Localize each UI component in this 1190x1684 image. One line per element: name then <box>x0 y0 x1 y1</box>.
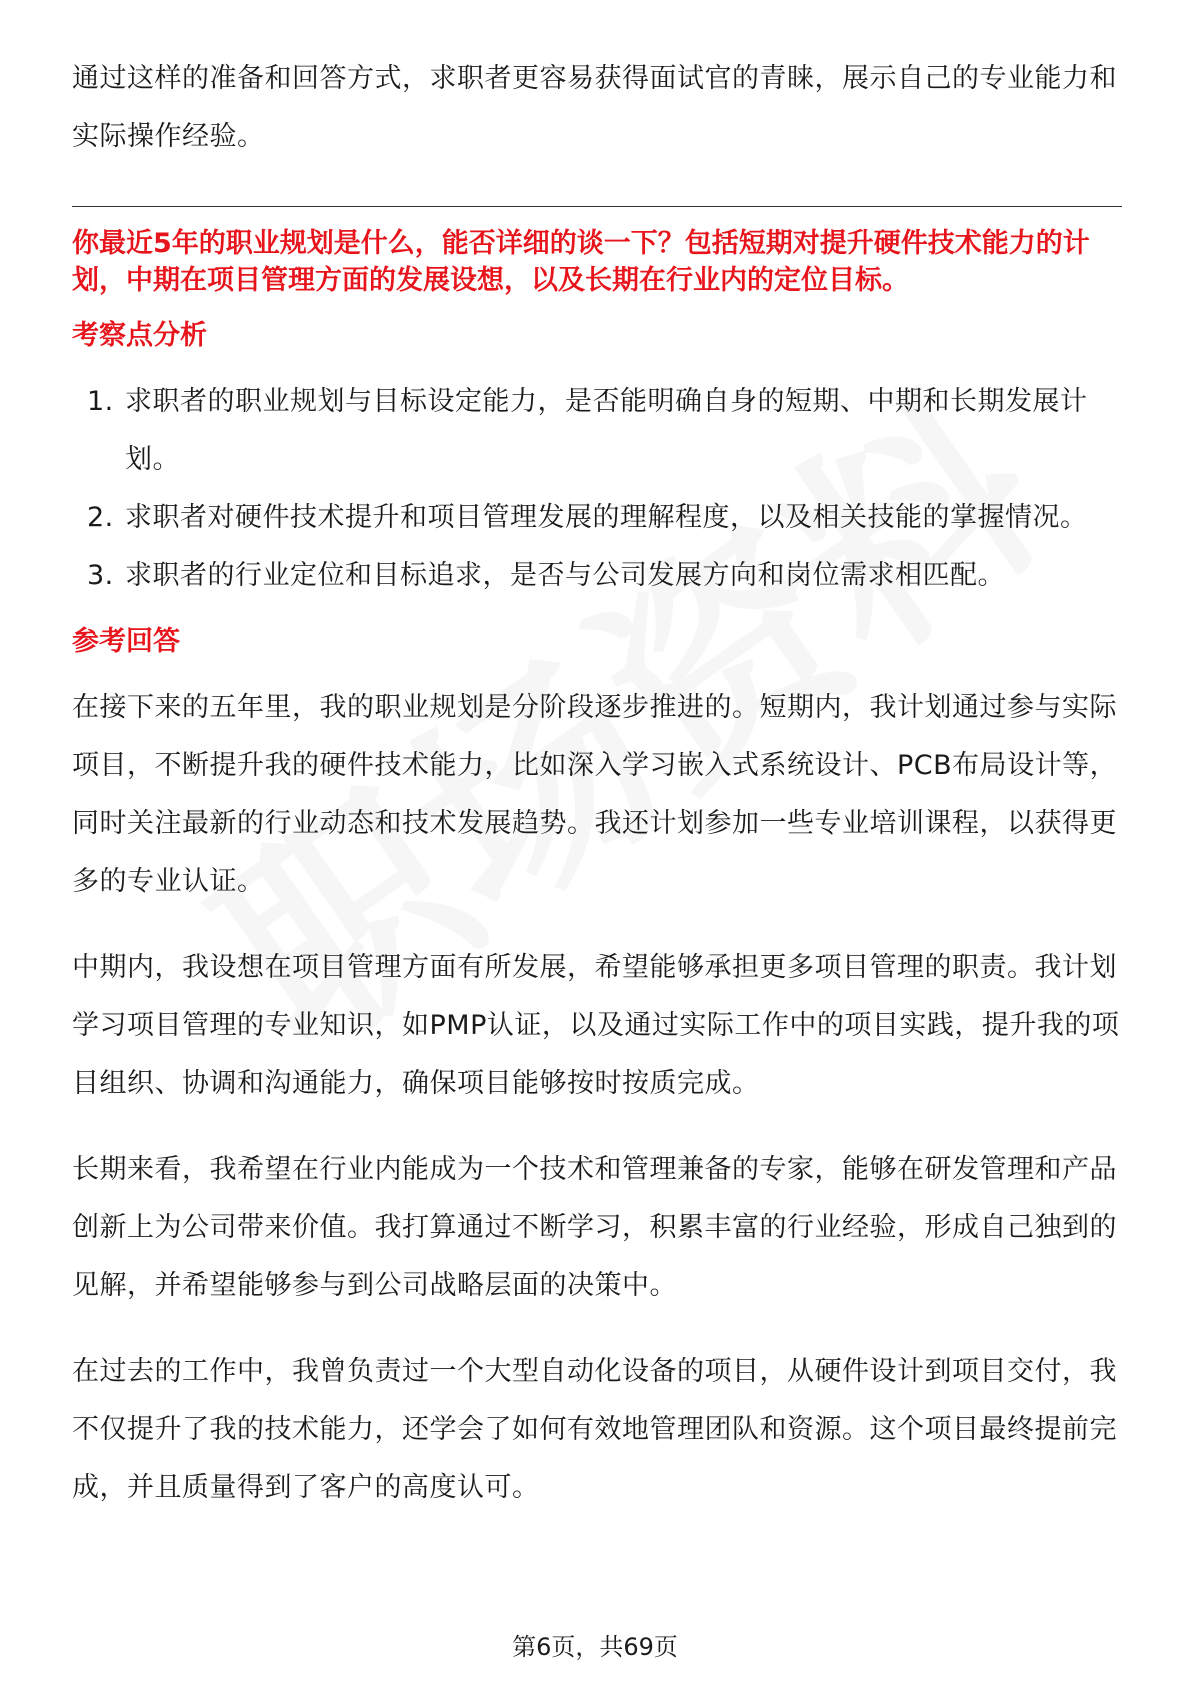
list-item <box>72 547 1122 605</box>
list-number: 3. <box>87 560 114 591</box>
interview-question: 你最近5年的职业规划是什么，能否详细的谈一下？包括短期对提升硬件技术能力的计划，中期在项目管理方面的发展设想，以及长期在行业内的定位目标。 <box>72 228 1090 296</box>
answer-paragraph: 长期来看，我希望在行业内能成为一个技术和管理兼备的专家，能够在研发管理和产品创新上为公司带来价值。我打算通过不断学习，积累丰富的行业经验，形成自己独到的见解，并希望能够参与到公司战略层面的决策中。 <box>72 1154 1117 1301</box>
list-item <box>72 373 1122 489</box>
answer-paragraph: 在过去的工作中，我曾负责过一个大型自动化设备的项目，从硬件设计到项目交付，我不仅提升了我的技术能力，还学会了如何有效地管理团队和资源。这个项目最终提前完成，并且质量得到了客户的高度认可。 <box>72 1356 1117 1503</box>
list-item-text: 求职者的职业规划与目标设定能力，是否能明确自身的短期、中期和长期发展计划。 <box>125 386 1088 475</box>
intro-paragraph: 通过这样的准备和回答方式，求职者更容易获得面试官的青睐，展示自己的专业能力和实际操作经验。 <box>72 63 1117 152</box>
analysis-heading: 考察点分析 <box>72 320 207 351</box>
list-item <box>72 489 1122 547</box>
page-content <box>72 50 1122 1517</box>
answer-paragraph: 在接下来的五年里，我的职业规划是分阶段逐步推进的。短期内，我计划通过参与实际项目，不断提升我的硬件技术能力，比如深入学习嵌入式系统设计、PCB布局设计等，同时关注最新的行业动态和技术发展趋势。我还计划参加一些专业培训课程，以获得更多的专业认证。 <box>72 692 1118 897</box>
answer-paragraph: 中期内，我设想在项目管理方面有所发展，希望能够承担更多项目管理的职责。我计划学习项目管理的专业知识，如PMP认证，以及通过实际工作中的项目实践，提升我的项目组织、协调和沟通能力，确保项目能够按时按质完成。 <box>72 952 1120 1099</box>
answer-body <box>72 679 1122 1517</box>
list-item-text: 求职者的行业定位和目标追求，是否与公司发展方向和岗位需求相匹配。 <box>125 560 1005 591</box>
list-number: 2. <box>87 502 114 533</box>
page-number: 第6页，共69页 <box>512 1633 678 1661</box>
answer-heading: 参考回答 <box>72 626 180 657</box>
list-number: 1. <box>87 386 114 417</box>
analysis-list <box>72 373 1122 605</box>
list-item-text: 求职者对硬件技术提升和项目管理发展的理解程度，以及相关技能的掌握情况。 <box>125 502 1088 533</box>
section-divider <box>72 206 1122 207</box>
